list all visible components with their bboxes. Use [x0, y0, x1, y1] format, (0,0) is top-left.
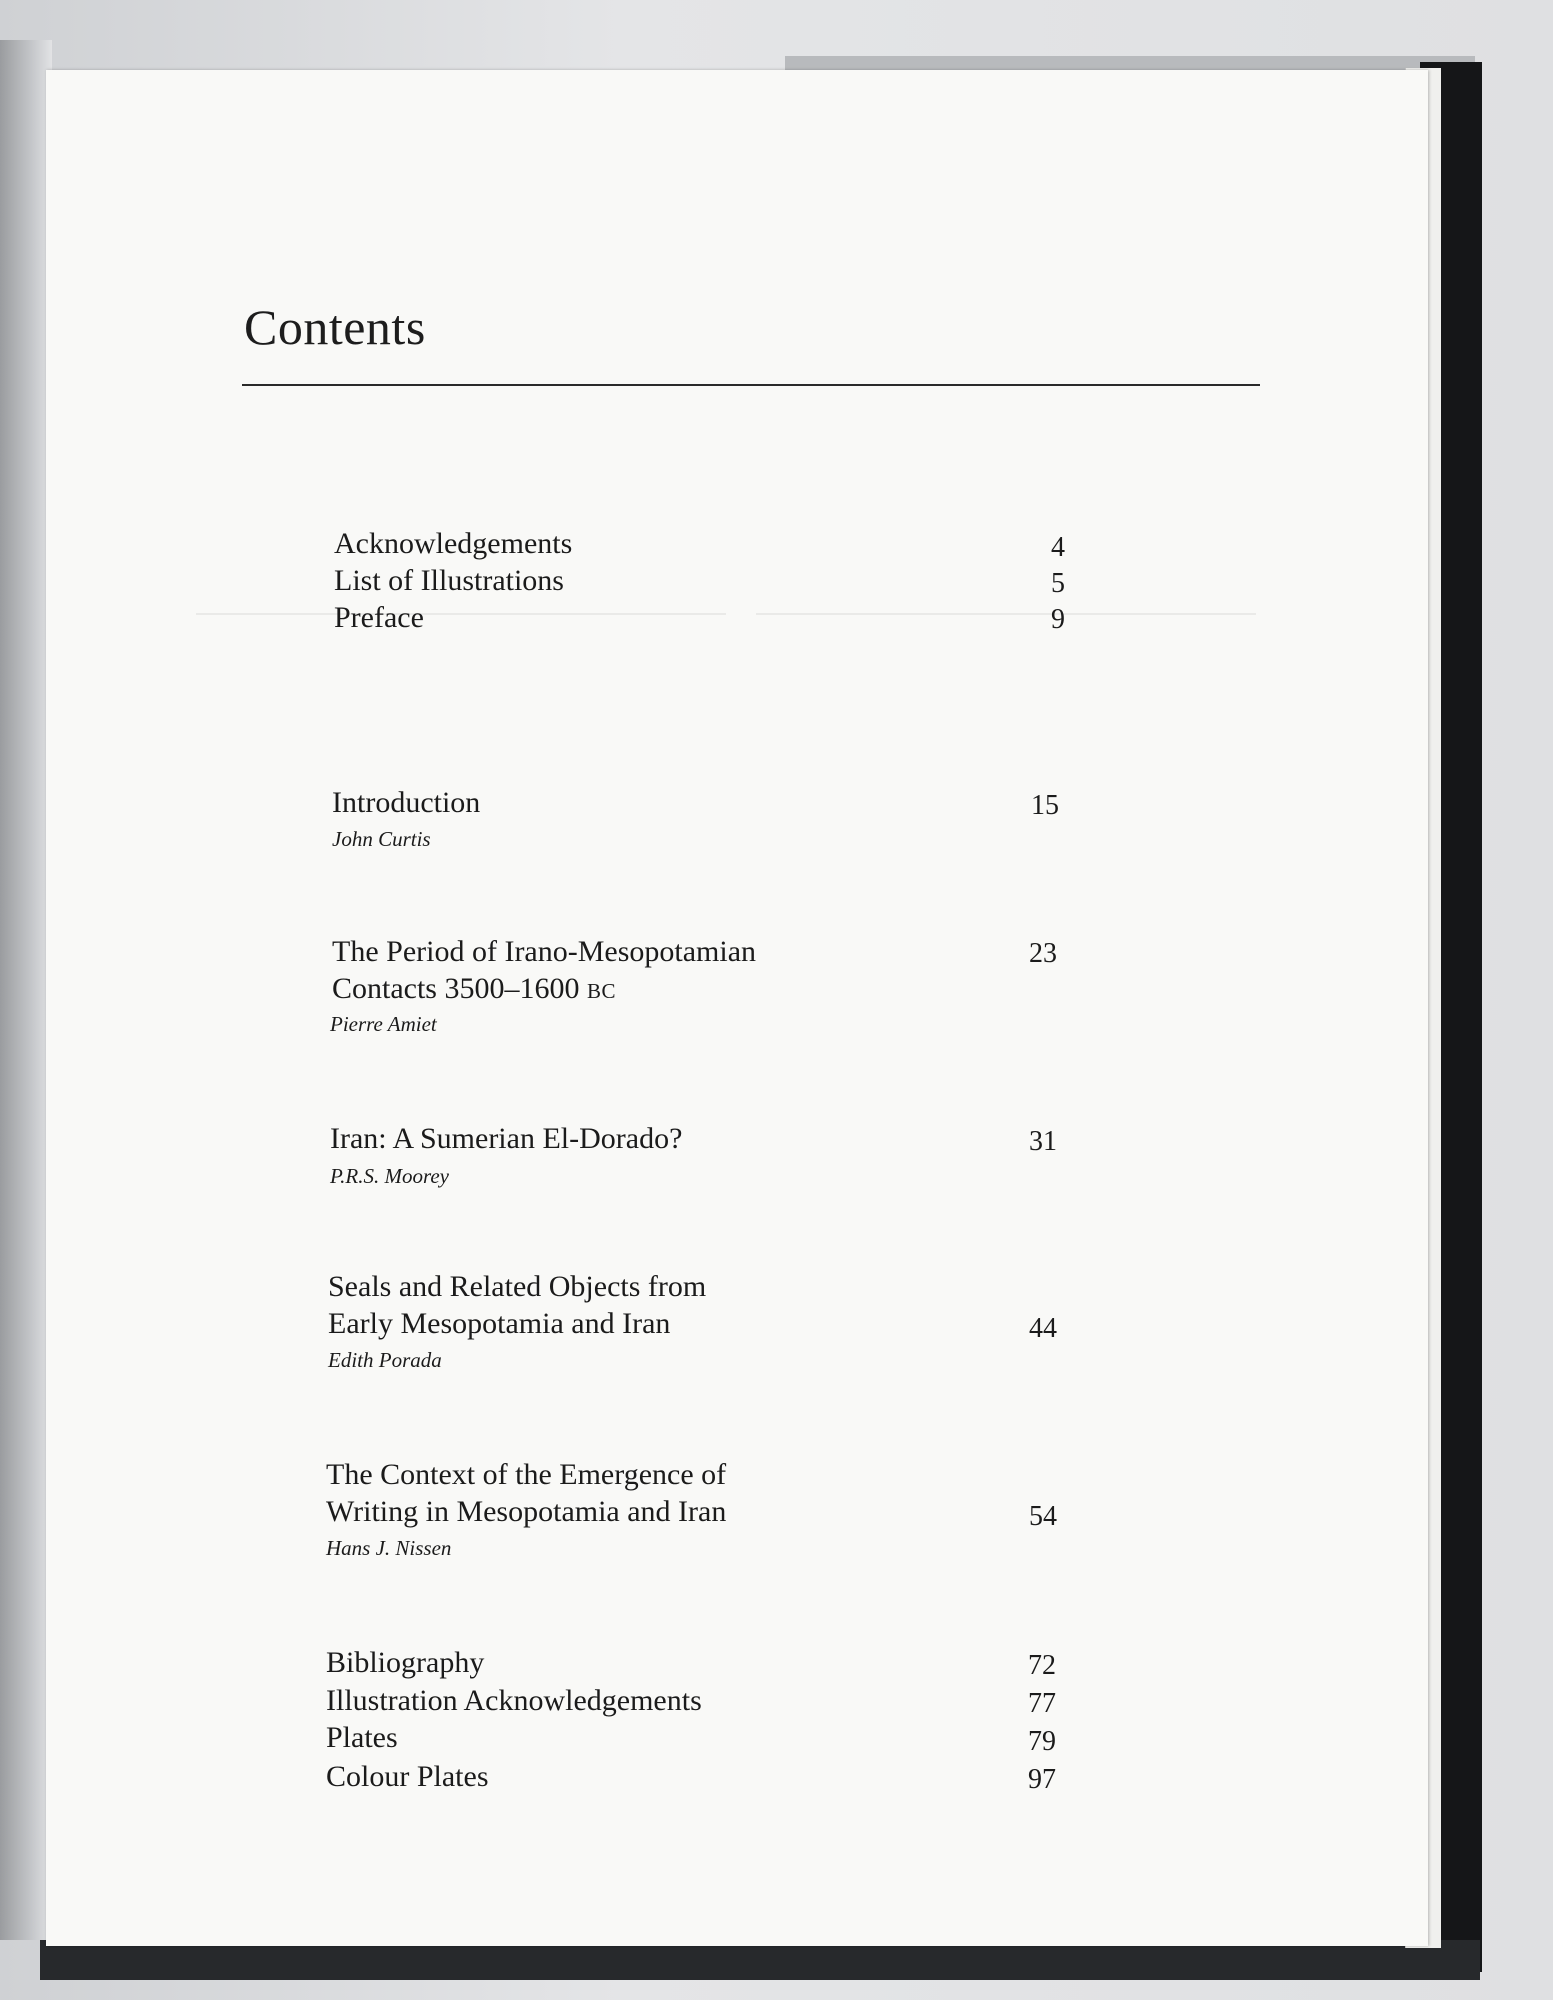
toc-page-list-of-illustrations: 5 [1051, 568, 1065, 599]
toc-page-illustration-acknowledgements: 77 [1028, 1688, 1056, 1719]
toc-entry-colour-plates: Colour Plates [326, 1760, 489, 1793]
toc-author: Hans J. Nissen [326, 1536, 452, 1560]
toc-entry-chapter: The Context of the Emergence of [326, 1458, 727, 1491]
toc-page-chapter: 31 [1029, 1126, 1057, 1157]
toc-page-chapter: 54 [1029, 1501, 1057, 1532]
show-through-rule-right [756, 613, 1256, 615]
toc-entry-chapter-line2: Writing in Mesopotamia and Iran [326, 1495, 727, 1528]
page-title: Contents [244, 299, 426, 355]
book-cover-bottom [40, 1940, 1480, 1980]
toc-entry-chapter-line2-text: Contacts 3500–1600 [332, 972, 587, 1005]
title-rule [242, 384, 1260, 386]
toc-page-plates: 79 [1028, 1726, 1056, 1757]
toc-entry-bibliography: Bibliography [326, 1646, 485, 1679]
toc-author: John Curtis [332, 827, 431, 851]
book-spine-shadow [0, 40, 52, 1940]
toc-entry-chapter: Introduction [332, 786, 481, 819]
toc-entry-list-of-illustrations: List of Illustrations [334, 564, 564, 597]
toc-entry-preface: Preface [334, 601, 424, 634]
toc-author: Pierre Amiet [330, 1012, 437, 1036]
toc-entry-plates: Plates [326, 1721, 398, 1754]
toc-entry-chapter: Iran: A Sumerian El-Dorado? [330, 1122, 683, 1155]
toc-entry-chapter: Seals and Related Objects from [328, 1270, 707, 1303]
toc-page-preface: 9 [1051, 604, 1065, 635]
toc-page-bibliography: 72 [1028, 1650, 1056, 1681]
toc-entry-chapter-line2 [332, 970, 616, 1010]
show-through-rule-left [196, 613, 726, 615]
toc-page-chapter: 23 [1029, 938, 1057, 969]
toc-page-colour-plates: 97 [1028, 1764, 1056, 1795]
toc-page-acknowledgements: 4 [1051, 532, 1065, 563]
toc-entry-chapter: The Period of Irano-Mesopotamian [332, 935, 757, 968]
contents-page [46, 70, 1428, 1946]
toc-entry-chapter-line2: Early Mesopotamia and Iran [328, 1307, 671, 1340]
toc-page-chapter: 15 [1031, 790, 1059, 821]
toc-author: P.R.S. Moorey [330, 1164, 449, 1188]
toc-page-chapter: 44 [1029, 1313, 1057, 1344]
era-label: BC [587, 979, 617, 1003]
toc-entry-illustration-acknowledgements: Illustration Acknowledgements [326, 1684, 702, 1717]
toc-author: Edith Porada [328, 1348, 442, 1372]
toc-entry-acknowledgements: Acknowledgements [334, 527, 573, 560]
